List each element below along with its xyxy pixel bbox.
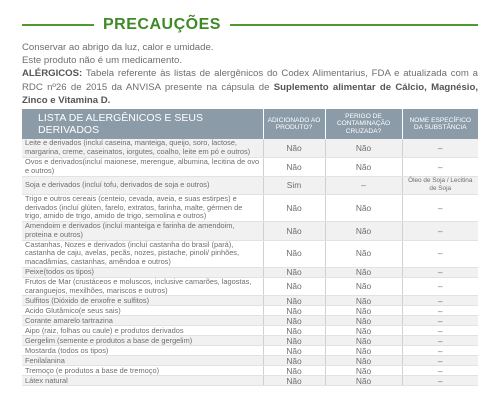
specific-name-cell: – xyxy=(402,240,478,267)
cross-contamination-cell: Não xyxy=(325,139,402,158)
cross-contamination-cell: Não xyxy=(325,296,402,306)
table-row xyxy=(22,176,478,194)
cross-contamination-cell: Não xyxy=(325,158,402,177)
cross-contamination-cell: Não xyxy=(325,194,402,221)
added-to-product-cell: Não xyxy=(263,346,325,356)
specific-name-cell: – xyxy=(402,346,478,356)
specific-name-cell: – xyxy=(402,267,478,277)
allergens-text: Tabela referente às listas de alergênicos do Codex Alimentarius, FDA e atualizada com a RDC nº26 de 2015 da ANVISA presente na cápsula de xyxy=(22,68,478,93)
specific-name-cell: – xyxy=(402,306,478,316)
allergen-name-cell: Leite e derivados (incluí caseina, manteiga, queijo, soro, lactose, margarina, creme, caseinatos, iorgutes, coalho, leite em pó e outros) xyxy=(22,139,263,158)
cross-contamination-cell: Não xyxy=(325,267,402,277)
specific-name-cell: – xyxy=(402,326,478,336)
added-to-product-cell: Não xyxy=(263,326,325,336)
allergens-table xyxy=(22,109,478,386)
allergen-name-cell: Acido Glutâmico(e seus sais) xyxy=(22,306,263,316)
medication-disclaimer: Este produto não é um medicamento. xyxy=(22,55,182,67)
specific-name-cell: – xyxy=(402,376,478,386)
allergen-name-cell: Tremoço (e produtos a base de tremoço) xyxy=(22,366,263,376)
added-to-product-cell: Não xyxy=(263,277,325,296)
allergen-name-cell: Amendoim e derivados (incluí manteiga e farinha de amendoim, proteina e outros) xyxy=(22,222,263,241)
added-to-product-cell: Não xyxy=(263,356,325,366)
allergen-name-cell: Frutos de Mar (crustáceos e moluscos, inclusive camarões, lagostas, caranguejos, mexilhões, mariscos e outros) xyxy=(22,277,263,296)
table-row xyxy=(22,267,478,277)
allergen-name-cell: Castanhas, Nozes e derivados (incluí castanha do brasil (pará), castanha de caju, avelas, pecãs, nozes, pistache, pinoli/ pinhões, macadâmias, castanhas, amêndoa e outros) xyxy=(22,240,263,267)
added-to-product-cell: Não xyxy=(263,158,325,177)
allergen-name-cell: Látex natural xyxy=(22,376,263,386)
section-title: PRECAUÇÕES xyxy=(103,16,221,33)
table-header-row xyxy=(22,109,478,139)
cross-contamination-cell: Não xyxy=(325,277,402,296)
specific-name-cell: – xyxy=(402,296,478,306)
allergen-name-cell: Aipo (raiz, folhas ou caule) e produtos derivados xyxy=(22,326,263,336)
allergen-name-cell: Trigo e outros cereais (centeio, cevada, aveia, e suas estirpes) e derivados (incluí glúten, farelo, extratos, farinha, malte, gérmen de trigo, amido de trigo, amido de trigo, semolina e outros) xyxy=(22,194,263,221)
cross-contamination-cell: – xyxy=(325,176,402,194)
specific-name-cell: – xyxy=(402,356,478,366)
table-row xyxy=(22,366,478,376)
allergens-table-body xyxy=(22,139,478,386)
cross-contamination-cell: Não xyxy=(325,356,402,366)
header-cross-contamination: PERIGO DE CONTAMINAÇÃO CRUZADA? xyxy=(325,109,402,139)
added-to-product-cell: Não xyxy=(263,240,325,267)
header-added-to-product: ADICIONADO AO PRODUTO? xyxy=(263,109,325,139)
specific-name-cell: – xyxy=(402,366,478,376)
cross-contamination-cell: Não xyxy=(325,306,402,316)
header-specific-name: NOME ESPECÍFICO DA SUBSTÂNCIA xyxy=(402,109,478,139)
allergen-name-cell: Soja e derivados (incluí tofu, derivados de soja e outros) xyxy=(22,176,263,194)
allergen-name-cell: Fenilalanina xyxy=(22,356,263,366)
added-to-product-cell: Não xyxy=(263,306,325,316)
table-row xyxy=(22,376,478,386)
table-row xyxy=(22,158,478,177)
allergen-name-cell: Corante amarelo tartrazina xyxy=(22,316,263,326)
table-row xyxy=(22,296,478,306)
header-rule-right xyxy=(230,24,478,26)
table-row xyxy=(22,316,478,326)
cross-contamination-cell: Não xyxy=(325,316,402,326)
header-rule-left xyxy=(22,24,94,26)
cross-contamination-cell: Não xyxy=(325,346,402,356)
cross-contamination-cell: Não xyxy=(325,376,402,386)
table-row xyxy=(22,222,478,241)
cross-contamination-cell: Não xyxy=(325,326,402,336)
added-to-product-cell: Sim xyxy=(263,176,325,194)
added-to-product-cell: Não xyxy=(263,366,325,376)
added-to-product-cell: Não xyxy=(263,336,325,346)
header-allergen-list: LISTA DE ALERGÊNICOS E SEUS DERIVADOS xyxy=(22,109,263,139)
added-to-product-cell: Não xyxy=(263,267,325,277)
cross-contamination-cell: Não xyxy=(325,222,402,241)
table-row xyxy=(22,356,478,366)
specific-name-cell: – xyxy=(402,316,478,326)
storage-instruction: Conservar ao abrigo da luz, calor e umidade. xyxy=(22,42,214,53)
section-header xyxy=(22,14,478,36)
table-row xyxy=(22,139,478,158)
added-to-product-cell: Não xyxy=(263,139,325,158)
cross-contamination-cell: Não xyxy=(325,366,402,376)
added-to-product-cell: Não xyxy=(263,316,325,326)
specific-name-cell: – xyxy=(402,222,478,241)
allergens-label: ALÉRGICOS: xyxy=(22,68,83,80)
table-row xyxy=(22,240,478,267)
specific-name-cell: – xyxy=(402,277,478,296)
added-to-product-cell: Não xyxy=(263,296,325,306)
allergen-name-cell: Peixe(todos os tipos) xyxy=(22,267,263,277)
added-to-product-cell: Não xyxy=(263,194,325,221)
specific-name-cell: – xyxy=(402,139,478,158)
allergens-statement xyxy=(22,67,478,107)
allergen-name-cell: Mostarda (todos os tipos) xyxy=(22,346,263,356)
table-row xyxy=(22,277,478,296)
specific-name-cell: – xyxy=(402,158,478,177)
allergen-name-cell: Ovos e derivados(incluí maionese, merengue, albumina, lecitina de ovo e outros) xyxy=(22,158,263,177)
product-name: Suplemento alimentar de Cálcio, Magnésio, Zinco e Vitamina D. xyxy=(22,81,478,106)
cross-contamination-cell: Não xyxy=(325,240,402,267)
intro-text xyxy=(22,41,478,107)
cross-contamination-cell: Não xyxy=(325,336,402,346)
table-row xyxy=(22,306,478,316)
added-to-product-cell: Não xyxy=(263,222,325,241)
specific-name-cell: Óleo de Soja / Lecitina de Soja xyxy=(402,176,478,194)
allergen-name-cell: Sulfitos (Dióxido de enxofre e sulfitos) xyxy=(22,296,263,306)
table-row xyxy=(22,326,478,336)
specific-name-cell: – xyxy=(402,336,478,346)
specific-name-cell: – xyxy=(402,194,478,221)
table-row xyxy=(22,336,478,346)
table-row xyxy=(22,194,478,221)
allergen-name-cell: Gergelim (semente e produtos a base de gergelim) xyxy=(22,336,263,346)
added-to-product-cell: Não xyxy=(263,376,325,386)
table-row xyxy=(22,346,478,356)
